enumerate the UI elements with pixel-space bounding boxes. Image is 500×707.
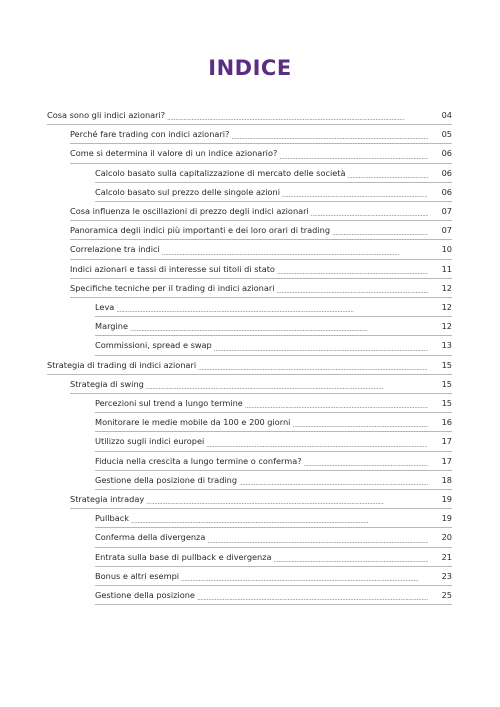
- toc-entry[interactable]: [70, 279, 452, 298]
- toc-entry[interactable]: [70, 375, 452, 394]
- dot-leader: [282, 183, 428, 202]
- toc-entry[interactable]: [70, 202, 452, 221]
- toc-page-number: 19: [441, 513, 452, 524]
- dot-leader: [198, 356, 428, 375]
- toc-page-number: 12: [441, 282, 452, 293]
- toc-entry-label: Utilizzo sugli indici europei: [95, 436, 205, 447]
- toc-page-number: 18: [441, 474, 452, 485]
- dot-leader: [276, 279, 428, 298]
- toc-entry[interactable]: [47, 106, 452, 125]
- toc-page-number: 25: [441, 589, 452, 600]
- toc-entry-label: Perché fare trading con indici azionari?: [70, 129, 230, 140]
- toc-page-number: 06: [441, 167, 452, 178]
- toc-entry[interactable]: [95, 317, 452, 336]
- toc-page-number: 21: [441, 551, 452, 562]
- toc-entry-label: Monitorare le medie mobile da 100 e 200 giorni: [95, 417, 291, 428]
- dot-leader: [131, 509, 428, 528]
- toc-entry[interactable]: [95, 586, 452, 605]
- toc-page-number: 07: [441, 225, 452, 236]
- toc-page-number: 06: [441, 186, 452, 197]
- toc-entry[interactable]: [70, 260, 452, 279]
- dot-leader: [181, 567, 428, 586]
- toc-entry-label: Bonus e altri esempi: [95, 570, 180, 581]
- toc-page-number: 20: [441, 532, 452, 543]
- dot-leader: [311, 202, 428, 221]
- toc-entry[interactable]: [95, 183, 452, 202]
- toc-entry[interactable]: [95, 509, 452, 528]
- toc-page-number: 23: [441, 570, 452, 581]
- toc-entry[interactable]: [70, 221, 452, 240]
- dot-leader: [332, 221, 428, 240]
- toc-entry[interactable]: [95, 164, 452, 183]
- toc-page-number: 15: [441, 378, 452, 389]
- dot-leader: [207, 528, 428, 547]
- dot-leader: [231, 125, 428, 144]
- dot-leader: [116, 298, 428, 317]
- toc-page-number: 15: [441, 397, 452, 408]
- entry-divider: [95, 604, 452, 605]
- toc-page-number: 15: [441, 359, 452, 370]
- toc-page-number: 07: [441, 205, 452, 216]
- toc-entry[interactable]: [95, 413, 452, 432]
- toc-entry[interactable]: [95, 394, 452, 413]
- toc-page-number: 10: [441, 244, 452, 255]
- toc-entry[interactable]: [47, 356, 452, 375]
- toc-page-number: 17: [441, 455, 452, 466]
- toc-entry-label: Fiducia nella crescita a lungo termine o conferma?: [95, 455, 302, 466]
- dot-leader: [197, 586, 428, 605]
- toc-entry[interactable]: [95, 567, 452, 586]
- toc-entry-label: Panoramica degli indici più importanti e dei loro orari di trading: [70, 225, 331, 236]
- toc-entry-label: Gestione della posizione di trading: [95, 474, 238, 485]
- dot-leader: [348, 164, 429, 183]
- toc-entry-label: Calcolo basato sulla capitalizzazione di mercato delle società: [95, 167, 346, 178]
- toc-entry[interactable]: [70, 125, 452, 144]
- toc-entry[interactable]: [95, 471, 452, 490]
- toc-entry-label: Entrata sulla base di pullback e divergenza: [95, 551, 272, 562]
- toc-entry[interactable]: [70, 144, 452, 163]
- toc-entry[interactable]: [95, 336, 452, 355]
- toc-entry-label: Percezioni sul trend a lungo termine: [95, 397, 243, 408]
- toc-entry-label: Pullback: [95, 513, 129, 524]
- toc-entry-label: Margine: [95, 321, 129, 332]
- dot-leader: [304, 452, 428, 471]
- dot-leader: [277, 260, 428, 279]
- dot-leader: [167, 106, 428, 125]
- toc-entry[interactable]: [95, 452, 452, 471]
- toc-page-number: 13: [441, 340, 452, 351]
- toc-entry[interactable]: [95, 528, 452, 547]
- toc-entry-label: Specifiche tecniche per il trading di indici azionari: [70, 282, 275, 293]
- toc-entry[interactable]: [95, 432, 452, 451]
- toc-entry-label: Cosa sono gli indici azionari?: [47, 109, 166, 120]
- toc-page-number: 04: [441, 109, 452, 120]
- toc-entry-label: Strategia di swing: [70, 378, 144, 389]
- dot-leader: [279, 144, 428, 163]
- toc-entry[interactable]: [95, 298, 452, 317]
- toc-entry-label: Indici azionari e tassi di interesse sui titoli di stato: [70, 263, 275, 274]
- toc-entry-label: Leva: [95, 301, 115, 312]
- dot-leader: [274, 548, 428, 567]
- toc-entry[interactable]: [95, 548, 452, 567]
- toc-entry[interactable]: [70, 240, 452, 259]
- dot-leader: [162, 240, 428, 259]
- toc-page-number: 06: [441, 148, 452, 159]
- toc-page-number: 12: [441, 301, 452, 312]
- toc-entry-label: Calcolo basato sul prezzo delle singole azioni: [95, 186, 281, 197]
- dot-leader: [146, 375, 428, 394]
- page-title: INDICE: [208, 56, 292, 80]
- toc-page-number: 19: [441, 493, 452, 504]
- toc-entry-label: Strategia di trading di indici azionari: [47, 359, 197, 370]
- toc-page-number: 16: [441, 417, 452, 428]
- toc-entry-label: Conferma della divergenza: [95, 532, 206, 543]
- toc-entry-label: Correlazione tra indici: [70, 244, 160, 255]
- toc-entry-label: Cosa influenza le oscillazioni di prezzo degli indici azionari: [70, 205, 309, 216]
- toc-page-number: 12: [441, 321, 452, 332]
- toc-entry-label: Come si determina il valore di un indice azionario?: [70, 148, 278, 159]
- dot-leader: [214, 336, 428, 355]
- toc-entry-label: Commissioni, spread e swap: [95, 340, 212, 351]
- toc-page-number: 05: [441, 129, 452, 140]
- dot-leader: [239, 471, 428, 490]
- dot-leader: [292, 413, 428, 432]
- toc-entry[interactable]: [70, 490, 452, 509]
- toc-page-number: 11: [441, 263, 452, 274]
- toc-entry-label: Strategia intraday: [70, 493, 145, 504]
- dot-leader: [146, 490, 428, 509]
- dot-leader: [206, 432, 428, 451]
- dot-leader: [245, 394, 428, 413]
- dot-leader: [130, 317, 428, 336]
- toc-page-number: 17: [441, 436, 452, 447]
- toc-entry-label: Gestione della posizione: [95, 589, 195, 600]
